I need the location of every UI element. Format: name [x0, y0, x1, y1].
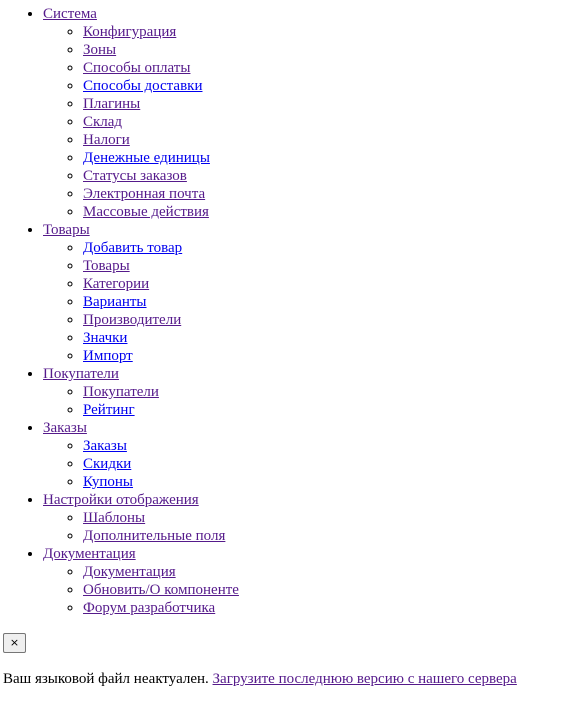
submenu-item: [83, 59, 572, 77]
submenu-documentation: [43, 563, 572, 617]
submenu-item: [83, 347, 572, 365]
submenu-item: [83, 509, 572, 527]
submenu-item: [83, 77, 572, 95]
submenu-link-warehouse[interactable]: Склад: [83, 114, 123, 130]
submenu-orders: [43, 437, 572, 491]
submenu-link-discounts[interactable]: Скидки: [83, 456, 132, 472]
submenu-link-currencies[interactable]: Денежные единицы: [83, 150, 210, 166]
menu-section-customers: [43, 365, 572, 419]
notice-text: Ваш языковой файл неактуален.: [3, 671, 209, 687]
submenu-item: [83, 41, 572, 59]
submenu-link-documentation[interactable]: Документация: [83, 564, 176, 580]
admin-menu: [0, 5, 572, 617]
menu-section-documentation: [43, 545, 572, 617]
submenu-link-configuration[interactable]: Конфигурация: [83, 24, 177, 40]
submenu-item: [83, 131, 572, 149]
submenu-item: [83, 581, 572, 599]
submenu-item: [83, 527, 572, 545]
menu-link-display-settings[interactable]: Настройки отображения: [43, 492, 199, 508]
submenu-item: [83, 455, 572, 473]
menu-link-customers[interactable]: Покупатели: [43, 366, 119, 382]
submenu-item: [83, 311, 572, 329]
submenu-link-templates[interactable]: Шаблоны: [83, 510, 146, 526]
download-language-link[interactable]: Загрузите последнюю версию с нашего сервера: [212, 671, 517, 687]
submenu-item: [83, 329, 572, 347]
submenu-link-badges[interactable]: Значки: [83, 330, 128, 346]
submenu-item: [83, 383, 572, 401]
menu-link-orders[interactable]: Заказы: [43, 420, 87, 436]
submenu-link-payment-methods[interactable]: Способы оплаты: [83, 60, 191, 76]
menu-section-products: [43, 221, 572, 365]
submenu-link-developer-forum[interactable]: Форум разработчика: [83, 600, 216, 616]
language-file-notice: [3, 670, 517, 688]
submenu-link-variants[interactable]: Варианты: [83, 294, 147, 310]
menu-link-system[interactable]: Система: [43, 6, 97, 22]
submenu-item: [83, 473, 572, 491]
submenu-item: [83, 401, 572, 419]
menu-section-display-settings: [43, 491, 572, 545]
submenu-link-extra-fields[interactable]: Дополнительные поля: [83, 528, 226, 544]
submenu-link-email[interactable]: Электронная почта: [83, 186, 206, 202]
menu-link-documentation[interactable]: Документация: [43, 546, 136, 562]
submenu-link-add-product[interactable]: Добавить товар: [83, 240, 183, 256]
submenu-link-products[interactable]: Товары: [83, 258, 130, 274]
submenu-item: [83, 293, 572, 311]
submenu-item: [83, 167, 572, 185]
submenu-item: [83, 275, 572, 293]
menu-link-products[interactable]: Товары: [43, 222, 90, 238]
submenu-system: [43, 23, 572, 221]
submenu-link-mass-actions[interactable]: Массовые действия: [83, 204, 209, 220]
submenu-item: [83, 113, 572, 131]
submenu-item: [83, 437, 572, 455]
submenu-item: [83, 23, 572, 41]
submenu-item: [83, 257, 572, 275]
submenu-item: [83, 599, 572, 617]
menu-list: [0, 5, 572, 617]
submenu-link-update-about[interactable]: Обновить/О компоненте: [83, 582, 239, 598]
submenu-link-customers[interactable]: Покупатели: [83, 384, 159, 400]
submenu-link-orders[interactable]: Заказы: [83, 438, 127, 454]
submenu-products: [43, 239, 572, 365]
submenu-link-plugins[interactable]: Плагины: [83, 96, 141, 112]
submenu-customers: [43, 383, 572, 419]
submenu-link-categories[interactable]: Категории: [83, 276, 150, 292]
submenu-link-zones[interactable]: Зоны: [83, 42, 117, 58]
submenu-link-manufacturers[interactable]: Производители: [83, 312, 182, 328]
submenu-link-order-statuses[interactable]: Статусы заказов: [83, 168, 187, 184]
submenu-item: [83, 203, 572, 221]
submenu-link-import[interactable]: Импорт: [83, 348, 133, 364]
menu-section-orders: [43, 419, 572, 491]
close-button[interactable]: ×: [3, 633, 26, 653]
submenu-display-settings: [43, 509, 572, 545]
menu-section-system: [43, 5, 572, 221]
submenu-link-coupons[interactable]: Купоны: [83, 474, 134, 490]
submenu-item: [83, 563, 572, 581]
submenu-link-taxes[interactable]: Налоги: [83, 132, 130, 148]
submenu-item: [83, 239, 572, 257]
submenu-item: [83, 149, 572, 167]
submenu-link-rating[interactable]: Рейтинг: [83, 402, 135, 418]
submenu-link-shipping-methods[interactable]: Способы доставки: [83, 78, 203, 94]
submenu-item: [83, 95, 572, 113]
submenu-item: [83, 185, 572, 203]
